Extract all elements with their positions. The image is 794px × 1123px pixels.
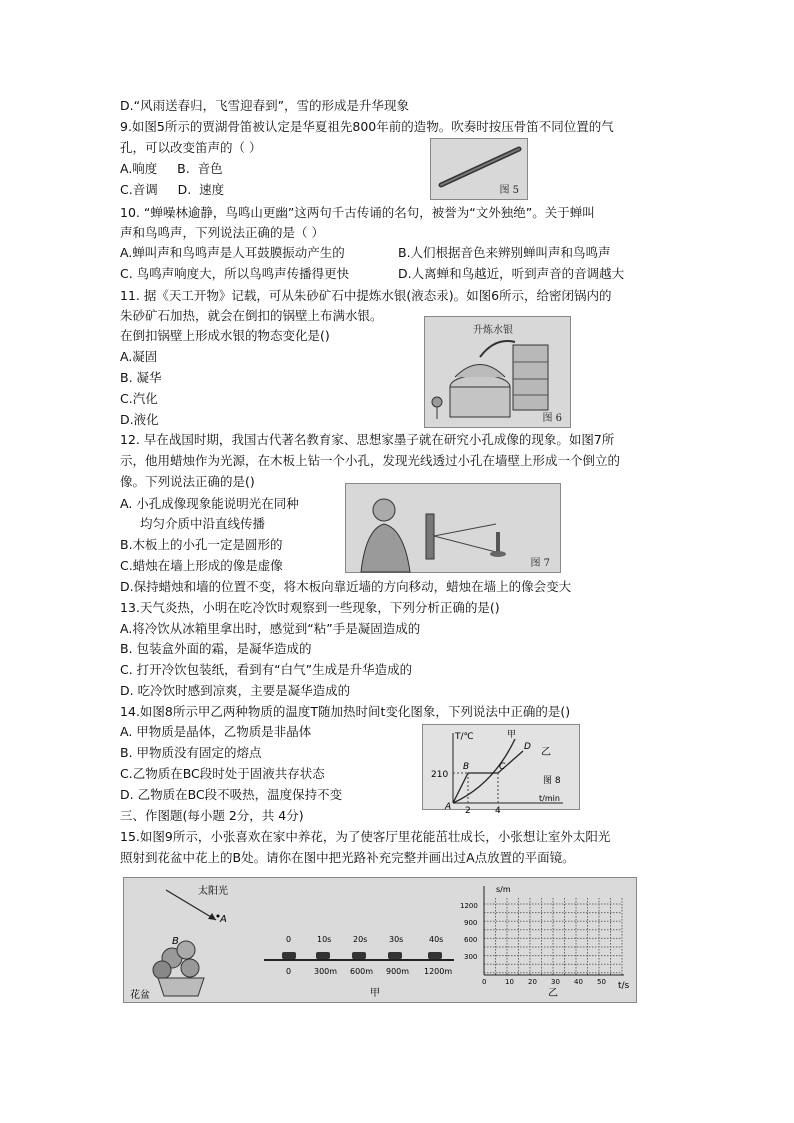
figure-9-diagram bbox=[123, 877, 637, 1003]
car-time-40s: 40s bbox=[429, 935, 444, 944]
figure-9-drawing bbox=[124, 878, 636, 1002]
q13-option-b: B. 包装盒外面的霜，是凝华造成的 bbox=[120, 641, 312, 656]
figure-8-label: 图 8 bbox=[543, 776, 561, 786]
q13-option-a: A.将冷饮从冰箱里拿出时，感觉到“粘”手是凝固造成的 bbox=[120, 621, 421, 636]
s-t-x-axis-label: t/s bbox=[618, 981, 630, 991]
q15-stem-line2: 照射到花盆中花上的B处。请你在图中把光路补充完整并画出过A点放置的平面镜。 bbox=[120, 850, 575, 865]
q12-stem-line3: 像。下列说法正确的是() bbox=[120, 474, 255, 489]
q14-stem: 14.如图8所示甲乙两种物质的温度T随加热时间t变化图象，下列说法中正确的是() bbox=[120, 704, 571, 719]
graph-point-c: C bbox=[499, 762, 506, 772]
q10-option-a: A.蝉叫声和鸟鸣声是人耳鼓膜振动产生的 bbox=[120, 245, 345, 260]
q10-stem-line1: 10. “蝉噪林逾静，鸟鸣山更幽”这两句千古传诵的名句，被誉为“文外独绝”。关于蝉叫 bbox=[120, 205, 595, 220]
point-b-label: B bbox=[172, 936, 179, 947]
graph-y-axis-label: T/℃ bbox=[455, 732, 474, 742]
q13-stem: 13.天气炎热，小明在吃冷饮时观察到一些现象，下列分析正确的是() bbox=[120, 600, 500, 615]
figure-5-bone-flute bbox=[430, 138, 528, 200]
car-distance-0: 0 bbox=[286, 967, 292, 976]
s-t-y-axis-label: s/m bbox=[496, 885, 511, 894]
sunlight-label: 太阳光 bbox=[198, 886, 228, 897]
s-t-y-tick-600: 600 bbox=[464, 936, 478, 944]
q14-option-a: A. 甲物质是晶体，乙物质是非晶体 bbox=[120, 724, 312, 739]
graph-point-a: A bbox=[445, 802, 452, 812]
graph-line-yi bbox=[453, 751, 523, 803]
s-t-graph-grid bbox=[484, 898, 622, 975]
q14-option-d: D. 乙物质在BC段不吸热，温度保持不变 bbox=[120, 787, 343, 802]
car-distance-1200m: 1200m bbox=[424, 967, 453, 976]
s-t-y-tick-900: 900 bbox=[464, 919, 478, 927]
q9-options-row1: A.响度 B. 音色 bbox=[120, 161, 223, 176]
figure-5-label: 图 5 bbox=[499, 185, 519, 196]
s-t-y-tick-1200: 1200 bbox=[460, 902, 478, 910]
q12-option-d: D.保持蜡烛和墙的位置不变，将木板向靠近墙的方向移动，蜡烛在墙上的像会变大 bbox=[120, 579, 572, 594]
flowerpot-shape bbox=[158, 978, 204, 996]
s-t-x-tick-30: 30 bbox=[551, 978, 560, 986]
figure-6-label: 图 6 bbox=[542, 413, 562, 424]
q10-option-c: C. 鸟鸣声响度大，所以鸟鸣声传播得更快 bbox=[120, 266, 350, 281]
q12-option-a-line1: A. 小孔成像现象能说明光在同种 bbox=[120, 496, 299, 511]
q11-stem-line1: 11. 据《天工开物》记载，可从朱砂矿石中提炼水银(液态汞)。如图6所示，给密闭锅内的 bbox=[120, 288, 612, 303]
graph-y-tick: 210 bbox=[431, 770, 449, 780]
q8-option-d: D.“风雨送春归，飞雪迎春到”，雪的形成是升华现象 bbox=[120, 98, 410, 113]
flowerpot-label: 花盆 bbox=[130, 990, 150, 1001]
car-track bbox=[282, 952, 442, 959]
figure-6-title: 升炼水银 bbox=[473, 325, 513, 336]
q12-option-a-line2: 均匀介质中沿直线传播 bbox=[140, 516, 266, 531]
graph-series-jia: 甲 bbox=[507, 730, 517, 740]
point-a-dot bbox=[217, 915, 220, 918]
figure-7-label: 图 7 bbox=[530, 558, 550, 569]
s-t-x-tick-50: 50 bbox=[597, 978, 606, 986]
q15-stem-line1: 15.如图9所示，小张喜欢在家中养花，为了使客厅里花能茁壮成长，小张想让室外太阳光 bbox=[120, 829, 611, 844]
q11-option-d: D.液化 bbox=[120, 412, 159, 427]
q12-option-c: C.蜡烛在墙上形成的像是虚像 bbox=[120, 558, 283, 573]
s-t-x-tick-0: 0 bbox=[482, 978, 487, 986]
q11-option-b: B. 凝华 bbox=[120, 370, 162, 385]
q12-stem-line2: 示，他用蜡烛作为光源，在木板上钻一个小孔，发现光线透过小孔在墙壁上形成一个倒立的 bbox=[120, 453, 621, 468]
q11-option-a: A.凝固 bbox=[120, 349, 158, 364]
diagram-label-jia: 甲 bbox=[370, 988, 380, 999]
q11-stem-line3: 在倒扣锅壁上形成水银的物态变化是() bbox=[120, 328, 330, 343]
car-time-0: 0 bbox=[286, 935, 292, 944]
q9-stem-line1: 9.如图5所示的贾湖骨笛被认定是华夏祖先800年前的造物。吹奏时按压骨笛不同位置的气 bbox=[120, 119, 614, 134]
mozi-pinhole-drawing bbox=[346, 484, 560, 572]
section-3-heading: 三、作图题(每小题 2分，共 4分) bbox=[120, 808, 304, 823]
s-t-x-tick-40: 40 bbox=[574, 978, 583, 986]
q9-options-row2: C.音调 D. 速度 bbox=[120, 182, 225, 197]
graph-x-tick-4: 4 bbox=[495, 806, 501, 816]
figure-8-temperature-graph bbox=[422, 724, 580, 816]
q13-option-c: C. 打开冷饮包装纸，看到有“白气”生成是升华造成的 bbox=[120, 662, 413, 677]
figure-7-mozi-pinhole bbox=[345, 483, 561, 573]
q14-option-c: C.乙物质在BC段时处于固液共存状态 bbox=[120, 766, 325, 781]
car-distance-900m: 900m bbox=[386, 967, 410, 976]
q10-stem-line2: 声和鸟鸣声，下列说法正确的是（ ） bbox=[120, 225, 324, 240]
graph-point-d: D bbox=[524, 742, 531, 752]
s-t-y-tick-300: 300 bbox=[464, 953, 478, 961]
q10-option-d: D.人离蝉和鸟越近，听到声音的音调越大 bbox=[398, 266, 625, 281]
s-t-x-tick-20: 20 bbox=[528, 978, 537, 986]
figure-6-mercury-refining bbox=[424, 316, 571, 428]
q9-stem-line2: 孔，可以改变笛声的（ ） bbox=[120, 140, 262, 155]
graph-series-yi: 乙 bbox=[541, 747, 551, 758]
car-distance-600m: 600m bbox=[350, 967, 374, 976]
car-time-30s: 30s bbox=[389, 935, 404, 944]
graph-x-axis-label: t/min bbox=[539, 794, 560, 803]
diagram-label-yi: 乙 bbox=[548, 988, 558, 999]
q11-option-c: C.汽化 bbox=[120, 391, 158, 406]
q14-option-b: B. 甲物质没有固定的熔点 bbox=[120, 745, 262, 760]
q10-option-b: B.人们根据音色来辨别蝉叫声和鸟鸣声 bbox=[398, 245, 611, 260]
q11-stem-line2: 朱砂矿石加热，就会在倒扣的锅壁上布满水银。 bbox=[120, 308, 383, 323]
q13-option-d: D. 吃冷饮时感到凉爽，主要是凝华造成的 bbox=[120, 683, 351, 698]
q12-option-b: B.木板上的小孔一定是圆形的 bbox=[120, 537, 283, 552]
s-t-x-tick-10: 10 bbox=[505, 978, 514, 986]
q12-stem-line1: 12. 早在战国时期，我国古代著名教育家、思想家墨子就在研究小孔成像的现象。如图7所 bbox=[120, 432, 615, 447]
graph-point-b: B bbox=[463, 762, 470, 772]
car-distance-300m: 300m bbox=[314, 967, 338, 976]
point-a-label: A bbox=[220, 914, 227, 925]
car-time-10s: 10s bbox=[317, 935, 332, 944]
temperature-time-graph bbox=[423, 725, 579, 816]
car-time-20s: 20s bbox=[353, 935, 368, 944]
graph-x-tick-2: 2 bbox=[465, 806, 471, 816]
